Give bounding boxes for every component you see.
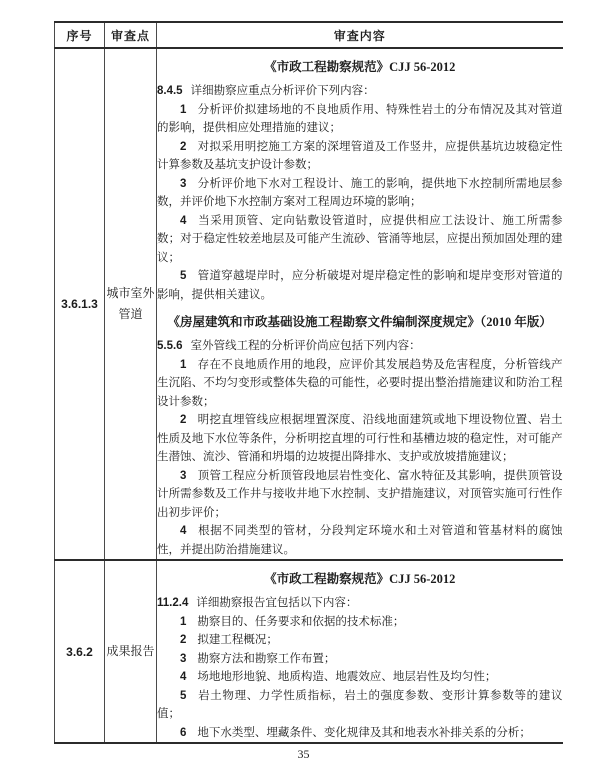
list-item-paragraph (157, 668, 563, 687)
column-header-content: 审查内容 (157, 22, 563, 48)
page-number: 35 (297, 747, 310, 761)
review-point-line: 管道 (118, 307, 143, 321)
paragraph-text: 《市政工程勘察规范》CJJ 56-2012 (264, 572, 456, 586)
table-row (55, 560, 563, 743)
review-point-line: 成果报告 (106, 644, 155, 658)
list-item-paragraph (157, 687, 563, 724)
paragraph-text: 顶管工程应分析顶管段地层岩性变化、富水特征及其影响，提供顶管设计所需参数及工作井与接收井地下水控制、支护措施建议，对顶管实施可行性作出初步评价； (157, 469, 563, 519)
clause-paragraph (157, 594, 563, 613)
list-item-paragraph (157, 650, 563, 669)
list-item-paragraph (157, 356, 563, 412)
seq-cell: 3.6.2 (55, 560, 105, 743)
item-number: 2 (180, 414, 187, 426)
paragraph-text: 存在不良地质作用的地段，应评价其发展趋势及危害程度，分析管线产生沉陷、不均匀变形或整体失稳的可能性，必要时提出整治措施建议和防治工程设计参数； (157, 358, 563, 408)
item-number: 4 (180, 525, 187, 537)
list-item-paragraph (157, 175, 563, 212)
paragraph-text: 根据不同类型的管材，分段判定环境水和土对管道和管基材料的腐蚀性，并提出防治措施建议。 (157, 525, 563, 556)
paragraph-text: 管道穿越堤岸时，应分析破堤对堤岸稳定性的影响和堤岸变形对管道的影响，提供相关建议。 (157, 270, 563, 301)
paragraph-text: 室外管线工程的分析评价尚应包括下列内容： (190, 340, 421, 352)
standard-title (157, 570, 563, 589)
item-number: 1 (180, 615, 187, 628)
review-point-line: 城市室外 (106, 286, 155, 300)
paragraph-text: 岩土物理、力学性质指标，岩土的强度参数、变形计算参数等的建议值； (157, 689, 563, 720)
item-number: 3 (180, 469, 187, 482)
standard-title (157, 313, 563, 332)
item-number: 5 (180, 270, 187, 282)
item-number: 4 (180, 671, 187, 683)
column-header-seq: 序号 (55, 22, 105, 48)
clause-paragraph (157, 337, 563, 356)
paragraph-text: 当采用顶管、定向钻敷设管道时，应提供相应工法设计、施工所需参数；对于稳定性较差地层及可能产生流砂、管涌等地层，应提出预加固处理的建议； (157, 214, 563, 264)
paragraph-text: 勘察方法和勘察工作布置； (197, 652, 336, 665)
item-number: 2 (180, 140, 187, 153)
list-item-paragraph (157, 138, 563, 175)
paragraph-text: 对拟采用明挖施工方案的深埋管道及工作竖井，应提供基坑边坡稳定性计算参数及基坑支护设计参数； (157, 140, 563, 171)
list-item-paragraph (157, 467, 563, 523)
paragraph-text: 勘察目的、任务要求和依据的技术标准； (197, 615, 405, 628)
list-item-paragraph (157, 613, 563, 632)
list-item-paragraph (157, 101, 563, 138)
paragraph-text: 分析评价地下水对工程设计、施工的影响，提供地下水控制所需地层参数，并评价地下水控制方案对工程周边环境的影响； (157, 177, 563, 208)
item-number: 11.2.4 (157, 597, 189, 609)
review-content-cell (157, 560, 563, 743)
table-header-row (55, 22, 563, 48)
review-point-cell (105, 560, 157, 743)
item-number: 3 (180, 177, 187, 190)
paragraph-text: 详细勘察应重点分析评价下列内容： (190, 85, 375, 97)
item-number: 6 (180, 726, 187, 739)
item-number: 1 (180, 103, 187, 116)
list-item-paragraph (157, 267, 563, 304)
paragraph-text: 《房屋建筑和市政基础设施工程勘察文件编制深度规定》（2010 年版） (167, 315, 552, 329)
item-number: 5 (180, 689, 187, 702)
paragraph-text: 《市政工程勘察规范》CJJ 56-2012 (264, 60, 456, 74)
table-body (55, 48, 563, 743)
item-number: 1 (180, 358, 187, 371)
paragraph-text: 明挖直埋管线应根据埋置深度、沿线地面建筑或地下埋设物位置、岩土性质及地下水位等条件，分析明挖直埋的可行性和基槽边坡的稳定性，对可能产生潜蚀、流沙、管涌和坍塌的边坡提出降排水、支护或放坡措施建议； (157, 414, 563, 463)
list-item-paragraph (157, 631, 563, 650)
list-item-paragraph (157, 522, 563, 559)
list-item-paragraph (157, 724, 563, 743)
paragraph-text: 分析评价拟建场地的不良地质作用、特殊性岩土的分布情况及其对管道的影响，提供相应处理措施的建议； (157, 103, 563, 134)
column-header-point: 审查点 (105, 22, 157, 48)
item-number: 3 (180, 652, 187, 665)
standard-title (157, 58, 563, 77)
review-point-cell (105, 48, 157, 560)
item-number: 5.5.6 (157, 340, 183, 352)
paragraph-text: 地下水类型、埋藏条件、变化规律及其和地表水补排关系的分析； (197, 726, 531, 739)
clause-paragraph (157, 82, 563, 101)
paragraph-text: 拟建工程概况； (197, 634, 278, 646)
paragraph-text: 场地地形地貌、地质构造、地震效应、地层岩性及均匀性； (197, 671, 497, 683)
paragraph-text: 详细勘察报告宜包括以下内容： (196, 597, 358, 609)
list-item-paragraph (157, 212, 563, 268)
item-number: 2 (180, 634, 187, 646)
table-row (55, 48, 563, 560)
item-number: 8.4.5 (157, 85, 183, 97)
list-item-paragraph (157, 411, 563, 467)
review-table (54, 21, 563, 744)
item-number: 4 (180, 214, 187, 227)
review-content-cell (157, 48, 563, 560)
seq-cell: 3.6.1.3 (55, 48, 105, 560)
